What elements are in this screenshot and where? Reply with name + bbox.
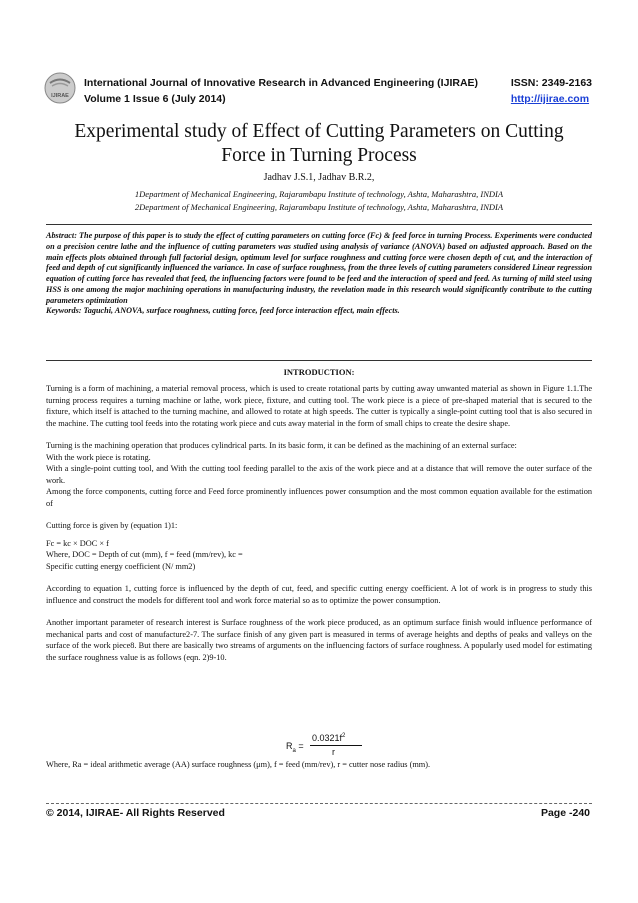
abstract-bottom-divider — [46, 360, 592, 361]
formula-lhs: $R_a$ = — [286, 741, 304, 754]
keywords: Keywords: Taguchi, ANOVA, surface roughness, cutting force, feed force interaction effect, main effects. — [46, 306, 400, 316]
fraction-bar — [310, 745, 362, 746]
formula-numerator: $0.0321f^2$ — [312, 733, 346, 743]
affiliations — [40, 188, 598, 214]
journal-name: International Journal of Innovative Research in Advanced Engineering (IJIRAE) — [84, 77, 479, 89]
paragraph: According to equation 1, cutting force is influenced by the depth of cut, feed, and specific cutting energy coefficient. A lot of work is in progress to study this influence and construct the models for different tool and work force material so as to optimize the power consumption. — [46, 584, 592, 605]
journal-header — [44, 72, 594, 106]
affiliation-2: 2Department of Mechanical Engineering, Rajarambapu Institute of technology, Ashta, Maharashtra, INDIA — [134, 202, 504, 212]
journal-logo — [44, 72, 76, 104]
paragraph: Another important parameter of research interest is Surface roughness of the work piece produced, as an optimum surface finish would influence performance of mechanical parts and cost of manufacture2-7. The surface finish of any given part is measured in terms of average heights and depths of peaks and valleys on the surface of the work piece8. But there are basically two streams of arguments on the influencing factors of surface roughness. A popularly used model for estimating the surface roughness value is as follows (eqn. 2)9-10. — [46, 618, 592, 662]
paragraph: Specific cutting energy coefficient (N/ mm2) — [46, 561, 196, 571]
paragraph: Among the force components, cutting force and Feed force prominently influences power consumption and the most common equation available for the estimation of — [46, 487, 592, 508]
formula-denominator: r — [332, 747, 335, 757]
paragraph: With a single-point cutting tool, and With the cutting tool feeding parallel to the axis of the work piece and at a distance that will remove the outer surface of the work. — [46, 464, 592, 485]
issn: ISSN: 2349-2163 — [510, 77, 592, 89]
paragraph: Turning is a form of machining, a material removal process, which is used to create rotational parts by cutting away unwanted material as shown in Figure 1.1.The turning process requires a turning machine or lathe, work piece, fixture, and cutting tool. The work piece is a piece of pre-shaped material that is secured to the fixture, which itself is attached to the turning machine, and allowed to rotate at high speeds. The cutter is typically a single-point cutting tool that is also secured in the machine. The cutting tool feeds into the rotating work piece and cuts away material in the form of small chips to create the desire shape. — [46, 384, 592, 428]
footer-divider — [46, 803, 592, 804]
paragraph: With the work piece is rotating. — [46, 452, 151, 462]
abstract-top-divider — [46, 224, 592, 225]
title-line-1: Experimental study of Effect of Cutting Parameters on Cutting — [74, 121, 564, 142]
section-heading-introduction: INTRODUCTION: — [283, 367, 355, 377]
copyright: © 2014, IJIRAE- All Rights Reserved — [46, 807, 225, 819]
equation-1: Fc = kc × DOC × f — [46, 538, 109, 548]
abstract — [46, 231, 592, 317]
page-number: Page -240 — [540, 807, 590, 819]
abstract-text: Abstract: The purpose of this paper is to study the effect of cutting parameters on cutting force (Fc) & feed force in turning Process. Experiments were conducted on a precision centre lathe and the influence of cutting parameters was studied using analysis of variance (ANOVA) based on adjusted approach. Based on the main effects plots obtained through full factorial design, optimum level for surface roughness and cutting force were chosen depth of cut, and the interaction of feed and depth of cut significantly influenced the variance. In case of surface roughness, from the three levels of cutting parameters considered Linear regression equation of cutting force has revealed that feed, the influencing factors were found to be feed and the interaction of speed and feed. As turning of mild steel using HSS is one among the major machining operations in manufacturing industry, the revelation made in this research would significantly contribute to the cutting parameters optimization — [46, 231, 592, 305]
paragraph: Where, DOC = Depth of cut (mm), f = feed (mm/rev), kc = — [46, 550, 243, 559]
title-line-2: Force in Turning Process — [221, 145, 417, 166]
paragraph: Turning is the machining operation that produces cylindrical parts. In its basic form, it can be defined as the machining of an external surface: — [46, 441, 517, 450]
introduction-body — [46, 383, 592, 663]
journal-issue: Volume 1 Issue 6 (July 2014) — [84, 93, 226, 105]
journal-link[interactable]: http://ijirae.com — [510, 93, 590, 105]
equation-2-legend: Where, Ra = ideal arithmetic average (AA) surface roughness (μm), f = feed (mm/rev), r = cutter nose radius (mm). — [46, 760, 431, 769]
affiliation-1: 1Department of Mechanical Engineering, Rajarambapu Institute of technology, Ashta, Maharashtra, INDIA — [134, 189, 504, 199]
paper-title — [40, 120, 598, 168]
authors: Jadhav J.S.1, Jadhav B.R.2, — [263, 172, 375, 183]
logo-text: IJIRAE — [51, 93, 69, 99]
paragraph: Cutting force is given by (equation 1)1: — [46, 521, 178, 530]
